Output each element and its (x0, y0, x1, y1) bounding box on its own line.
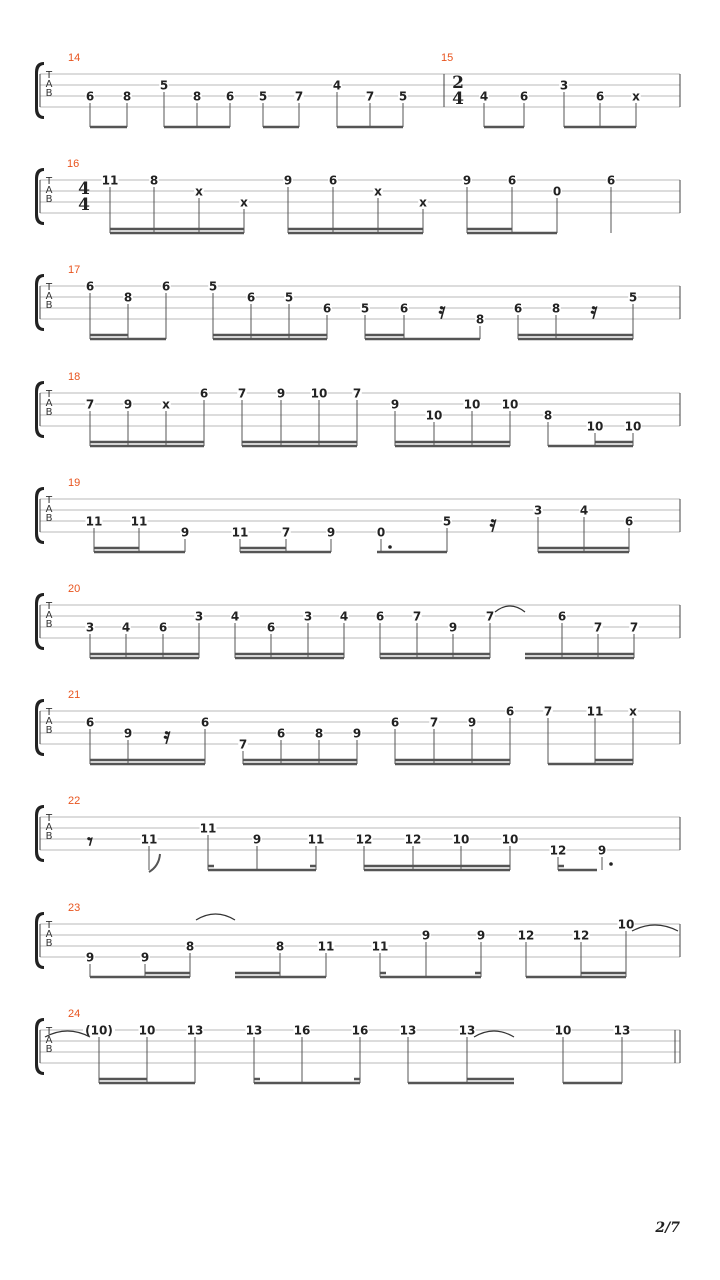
fret-number: 7 (352, 386, 362, 401)
fret-number: 10 (501, 832, 519, 847)
bar (68, 795, 680, 872)
tab-letter: B (45, 300, 53, 311)
fret-number: 3 (85, 620, 95, 635)
tie (196, 914, 235, 920)
bar (68, 52, 444, 127)
rhythm-dot (388, 545, 392, 549)
fret-number: 10 (617, 917, 635, 932)
tab-letter: A (45, 822, 53, 833)
fret-number: 4 (339, 609, 349, 624)
system (35, 52, 680, 127)
fret-number: 8 (475, 312, 485, 327)
system (35, 689, 680, 764)
fret-number: 7 (485, 609, 495, 624)
fret-number: 10 (452, 832, 470, 847)
fret-number: x (419, 195, 427, 210)
fret-number: (10) (85, 1023, 113, 1038)
fret-number: 7 (238, 737, 248, 752)
fret-number: 8 (543, 408, 553, 423)
fret-number: 0 (552, 184, 562, 199)
time-signature-top: 4 (78, 179, 90, 199)
fret-number: 13 (613, 1023, 631, 1038)
fret-number: 5 (442, 514, 452, 529)
system (35, 1008, 680, 1083)
fret-number: 9 (448, 620, 458, 635)
fret-number: 9 (140, 950, 150, 965)
fret-number: x (240, 195, 248, 210)
fret-number: 6 (505, 704, 515, 719)
fret-number: 8 (149, 173, 159, 188)
fret-number: 0 (376, 525, 386, 540)
tie (632, 925, 678, 931)
rest-symbol: 𝄾 (87, 830, 93, 855)
fret-number: 5 (208, 279, 218, 294)
bar (68, 477, 680, 552)
fret-number: 7 (543, 704, 553, 719)
rest-symbol: 𝄿 (590, 299, 598, 324)
fret-number: 9 (123, 726, 133, 741)
tab-letter: B (45, 725, 53, 736)
fret-number: 9 (390, 397, 400, 412)
system (35, 158, 680, 233)
fret-number: 5 (284, 290, 294, 305)
fret-number: 3 (533, 503, 543, 518)
fret-number: 6 (266, 620, 276, 635)
bar-number: 23 (68, 902, 81, 914)
bar (67, 158, 680, 233)
tab-letter: A (45, 79, 53, 90)
fret-number: 6 (200, 715, 210, 730)
fret-number: 16 (351, 1023, 369, 1038)
tab-letter: A (45, 291, 53, 302)
fret-number: 4 (121, 620, 131, 635)
bar (68, 902, 680, 977)
fret-number: 12 (404, 832, 422, 847)
tab-letter: T (45, 495, 53, 506)
fret-number: 9 (462, 173, 472, 188)
fret-number: 4 (479, 89, 489, 104)
tab-letter: B (45, 407, 53, 418)
fret-number: 8 (275, 939, 285, 954)
tab-letter: T (45, 70, 53, 81)
tab-letter: T (45, 707, 53, 718)
fret-number: 4 (332, 78, 342, 93)
note-flag (149, 854, 160, 872)
bar (68, 583, 680, 658)
fret-number: 6 (375, 609, 385, 624)
fret-number: 9 (283, 173, 293, 188)
bar (441, 52, 680, 127)
bar (68, 689, 680, 764)
tab-letter: T (45, 601, 53, 612)
system (35, 795, 680, 872)
fret-number: 6 (85, 89, 95, 104)
fret-number: 7 (237, 386, 247, 401)
fret-number: 7 (85, 397, 95, 412)
fret-number: x (195, 184, 203, 199)
tab-letter: B (45, 831, 53, 842)
fret-number: 9 (476, 928, 486, 943)
fret-number: 7 (629, 620, 639, 635)
fret-number: 6 (158, 620, 168, 635)
fret-number: x (629, 704, 637, 719)
rest-symbol: 𝄿 (163, 724, 171, 749)
fret-number: 5 (159, 78, 169, 93)
fret-number: 7 (294, 89, 304, 104)
tab-letter: A (45, 504, 53, 515)
fret-number: 11 (586, 704, 604, 719)
fret-number: 10 (586, 419, 604, 434)
tab-letter: A (45, 716, 53, 727)
fret-number: 12 (549, 843, 567, 858)
fret-number: 6 (606, 173, 616, 188)
fret-number: 5 (360, 301, 370, 316)
bar-number: 18 (68, 371, 81, 383)
fret-number: 12 (517, 928, 535, 943)
fret-number: 8 (551, 301, 561, 316)
fret-number: 9 (352, 726, 362, 741)
fret-number: 5 (398, 89, 408, 104)
fret-number: 11 (371, 939, 389, 954)
fret-number: 11 (85, 514, 103, 529)
fret-number: 10 (624, 419, 642, 434)
fret-number: 11 (231, 525, 249, 540)
system (35, 583, 680, 658)
fret-number: 9 (421, 928, 431, 943)
fret-number: 3 (303, 609, 313, 624)
tab-letter: B (45, 513, 53, 524)
fret-number: 9 (180, 525, 190, 540)
fret-number: 8 (185, 939, 195, 954)
fret-number: 3 (194, 609, 204, 624)
time-signature-top: 2 (452, 73, 464, 93)
tab-letter: A (45, 610, 53, 621)
fret-number: 8 (122, 89, 132, 104)
fret-number: 4 (579, 503, 589, 518)
fret-number: 6 (276, 726, 286, 741)
fret-number: 9 (326, 525, 336, 540)
bar-number: 24 (68, 1008, 81, 1020)
tab-letter: B (45, 619, 53, 630)
system (35, 477, 680, 552)
tab-letter: A (45, 929, 53, 940)
fret-number: 12 (355, 832, 373, 847)
fret-number: 8 (123, 290, 133, 305)
fret-number: 7 (281, 525, 291, 540)
tab-letter: T (45, 282, 53, 293)
fret-number: 6 (246, 290, 256, 305)
fret-number: 13 (245, 1023, 263, 1038)
bar-number: 19 (68, 477, 81, 489)
fret-number: 6 (624, 514, 634, 529)
fret-number: 6 (519, 89, 529, 104)
tab-letter: T (45, 920, 53, 931)
fret-number: 10 (463, 397, 481, 412)
fret-number: 7 (412, 609, 422, 624)
fret-number: 7 (593, 620, 603, 635)
bar-number: 14 (68, 52, 81, 64)
fret-number: 10 (425, 408, 443, 423)
time-signature-bottom: 4 (78, 195, 90, 215)
fret-number: 11 (101, 173, 119, 188)
fret-number: x (162, 397, 170, 412)
fret-number: 6 (513, 301, 523, 316)
fret-number: 6 (328, 173, 338, 188)
bar (68, 264, 680, 339)
fret-number: x (374, 184, 382, 199)
rhythm-dot (609, 862, 613, 866)
tie (474, 1031, 514, 1037)
fret-number: 5 (628, 290, 638, 305)
bar-number: 16 (67, 158, 80, 170)
rest-symbol: 𝄿 (438, 299, 446, 324)
page-number: 2/7 (655, 1220, 680, 1236)
tab-letter: A (45, 398, 53, 409)
fret-number: 6 (85, 715, 95, 730)
fret-number: 6 (161, 279, 171, 294)
fret-number: 9 (597, 843, 607, 858)
time-signature-bottom: 4 (452, 89, 464, 109)
fret-number: 6 (557, 609, 567, 624)
fret-number: 12 (572, 928, 590, 943)
fret-number: 9 (85, 950, 95, 965)
fret-number: 6 (225, 89, 235, 104)
bar-number: 20 (68, 583, 81, 595)
tab-letter: B (45, 1044, 53, 1055)
fret-number: 6 (399, 301, 409, 316)
fret-number: 10 (554, 1023, 572, 1038)
tab-letter: T (45, 176, 53, 187)
tab-letter: T (45, 1026, 53, 1037)
fret-number: 9 (123, 397, 133, 412)
fret-number: 6 (85, 279, 95, 294)
tab-letter: B (45, 194, 53, 205)
tab-letter: A (45, 1035, 53, 1046)
fret-number: 6 (595, 89, 605, 104)
rest-symbol: 𝄿 (489, 512, 497, 537)
fret-number: 11 (140, 832, 158, 847)
bar-number: 15 (441, 52, 454, 64)
fret-number: 11 (317, 939, 335, 954)
tab-letter: A (45, 185, 53, 196)
fret-number: 10 (138, 1023, 156, 1038)
fret-number: 6 (507, 173, 517, 188)
fret-number: 13 (458, 1023, 476, 1038)
fret-number: 13 (186, 1023, 204, 1038)
fret-number: 11 (199, 821, 217, 836)
fret-number: 10 (501, 397, 519, 412)
fret-number: 9 (276, 386, 286, 401)
fret-number: 4 (230, 609, 240, 624)
fret-number: 8 (192, 89, 202, 104)
tie (495, 606, 525, 612)
system (35, 264, 680, 339)
fret-number: 5 (258, 89, 268, 104)
fret-number: 3 (559, 78, 569, 93)
fret-number: 7 (429, 715, 439, 730)
tab-letter: B (45, 88, 53, 99)
fret-number: 6 (322, 301, 332, 316)
fret-number: 10 (310, 386, 328, 401)
fret-number: 16 (293, 1023, 311, 1038)
fret-number: 11 (307, 832, 325, 847)
bar-number: 21 (68, 689, 81, 701)
bar-number: 22 (68, 795, 81, 807)
fret-number: x (632, 89, 640, 104)
fret-number: 11 (130, 514, 148, 529)
system (35, 371, 680, 446)
bar (45, 1008, 680, 1083)
bar-number: 17 (68, 264, 81, 276)
fret-number: 8 (314, 726, 324, 741)
fret-number: 7 (365, 89, 375, 104)
fret-number: 13 (399, 1023, 417, 1038)
fret-number: 9 (467, 715, 477, 730)
tab-letter: T (45, 389, 53, 400)
system (35, 902, 680, 977)
fret-number: 9 (252, 832, 262, 847)
bar (68, 371, 680, 446)
tab-letter: T (45, 813, 53, 824)
fret-number: 6 (390, 715, 400, 730)
fret-number: 6 (199, 386, 209, 401)
tab-letter: B (45, 938, 53, 949)
